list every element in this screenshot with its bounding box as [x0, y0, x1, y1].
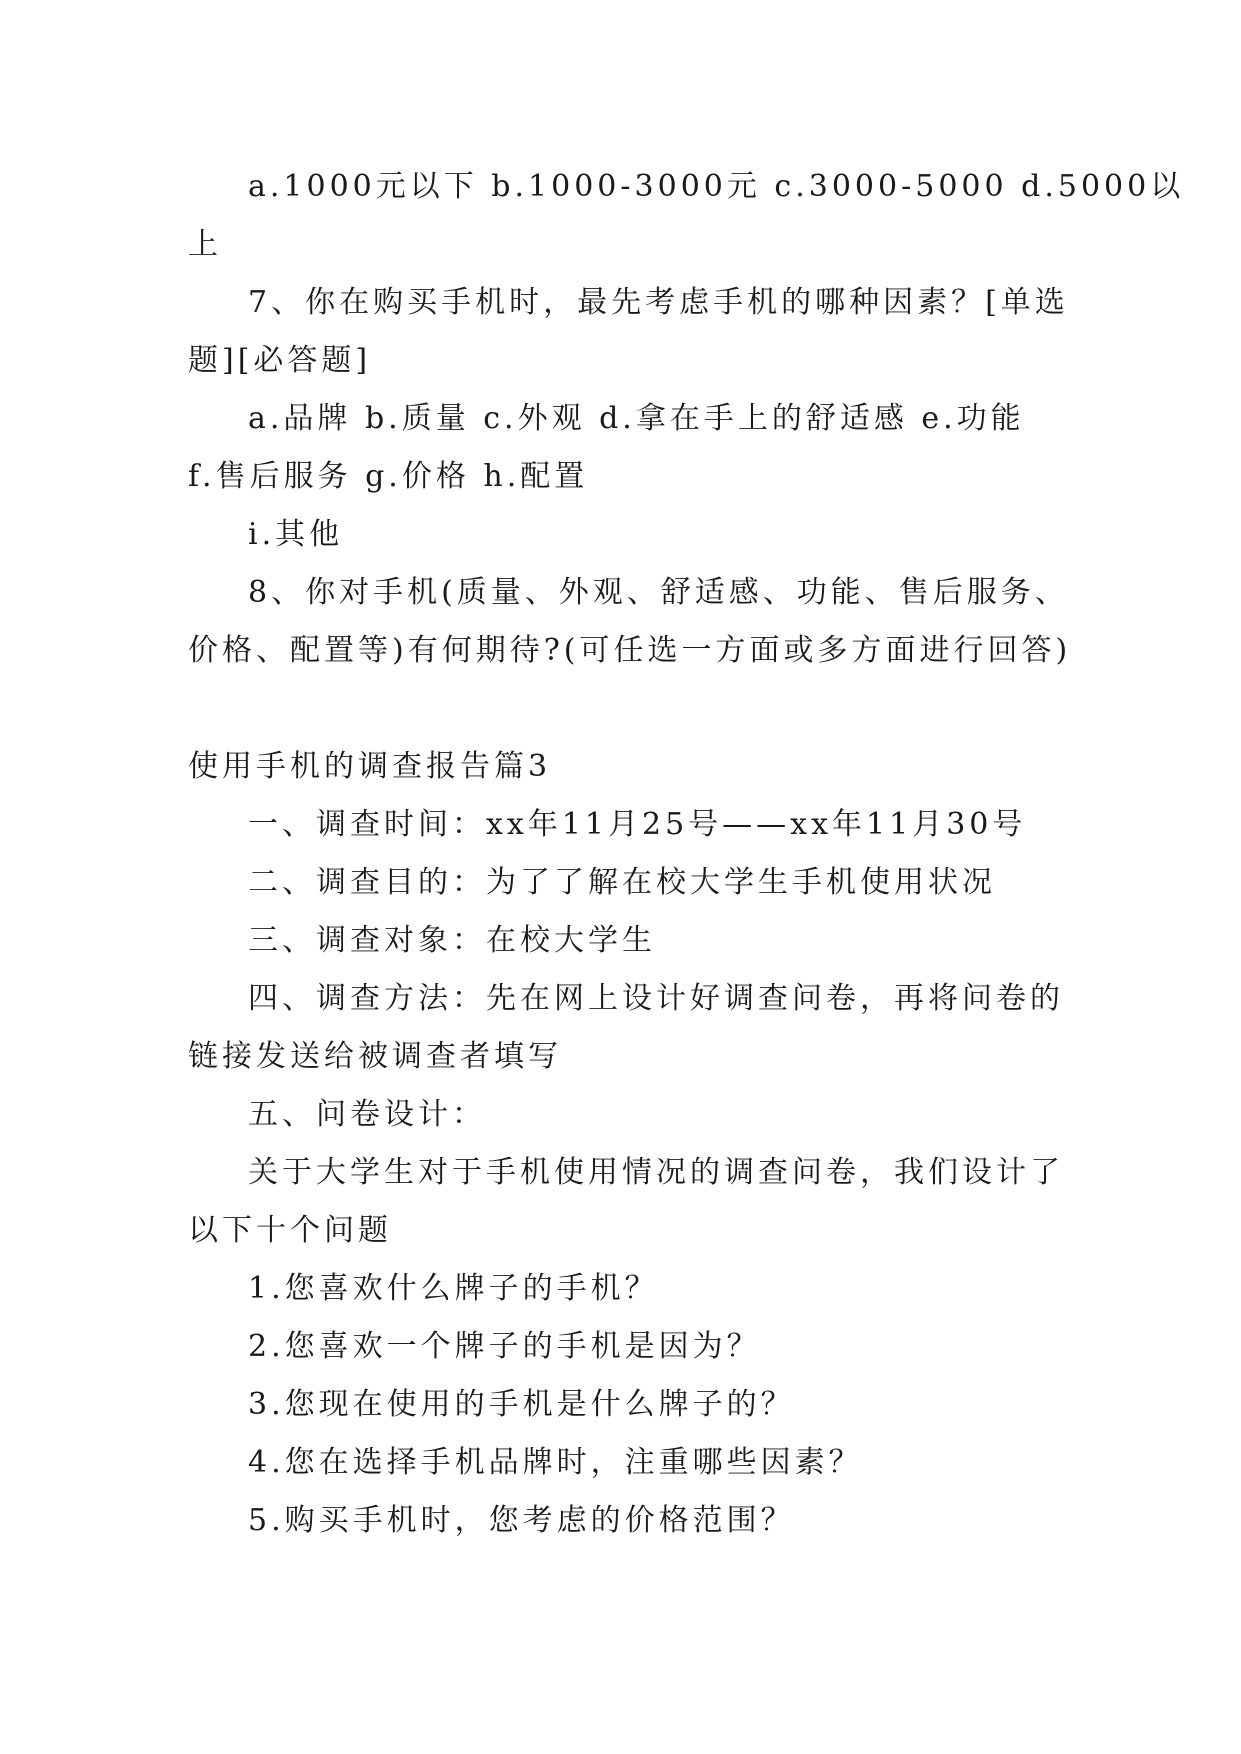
paragraph-line: 链接发送给被调查者填写 [188, 1039, 562, 1074]
question-item: 5.购买手机时，您考虑的价格范围？ [248, 1503, 795, 1538]
report-body-block [188, 796, 1064, 1550]
paragraph-line: 7、你在购买手机时，最先考虑手机的哪种因素？[单选 [248, 285, 1069, 320]
paragraph-line: 四、调查方法：先在网上设计好调查问卷，再将问卷的 [248, 981, 1064, 1016]
paragraph-line: 上 [188, 227, 222, 262]
question-item: 3.您现在使用的手机是什么牌子的？ [248, 1387, 795, 1422]
paragraph-line: 题][必答题] [188, 343, 372, 378]
paragraph-line: a.品牌 b.质量 c.外观 d.拿在手上的舒适感 e.功能 [248, 401, 1025, 436]
paragraph-line: 价格、配置等)有何期待?(可任选一方面或多方面进行回答) [188, 633, 1072, 668]
question-item: 4.您在选择手机品牌时，注重哪些因素？ [248, 1445, 863, 1480]
section-spacer [188, 680, 1048, 738]
question-item: 2.您喜欢一个牌子的手机是因为？ [248, 1329, 761, 1364]
paragraph-line: 关于大学生对于手机使用情况的调查问卷，我们设计了 [248, 1155, 1064, 1190]
paragraph-line: 二、调查目的：为了了解在校大学生手机使用状况 [248, 865, 996, 900]
question-item: 1.您喜欢什么牌子的手机？ [248, 1271, 659, 1306]
paragraph-line: 三、调查对象：在校大学生 [248, 923, 656, 958]
paragraph-line: 以下十个问题 [188, 1213, 392, 1248]
paragraph-line: 一、调查时间：xx年11月25号——xx年11月30号 [248, 807, 1027, 842]
paragraph-line: a.1000元以下 b.1000-3000元 c.3000-5000 d.5000以 [248, 169, 1185, 204]
paragraph-line: 8、你对手机(质量、外观、舒适感、功能、售后服务、 [248, 575, 1069, 610]
survey-options-block [188, 158, 1185, 680]
section-title: 使用手机的调查报告篇3 [188, 749, 552, 784]
paragraph-line: f.售后服务 g.价格 h.配置 [188, 459, 589, 494]
paragraph-line: i.其他 [248, 517, 344, 552]
paragraph-line: 五、问卷设计： [248, 1097, 486, 1132]
document-page [188, 158, 1185, 1550]
